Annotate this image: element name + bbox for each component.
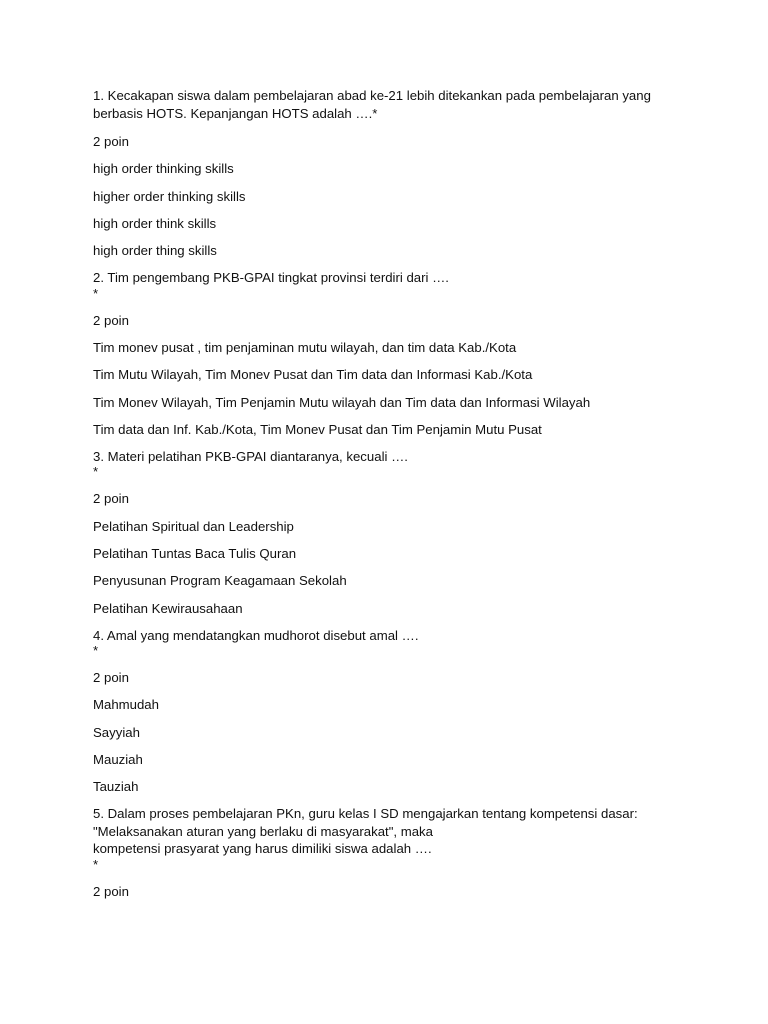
question-text: 1. Kecakapan siswa dalam pembelajaran abad ke-21 lebih ditekankan pada pembelajaran yang berbasis HOTS. Kepanjangan HOTS adalah ….* [93,88,651,121]
option-text: higher order thinking skills [93,188,246,204]
question-3 [93,448,663,617]
option-text: Tim data dan Inf. Kab./Kota, Tim Monev Pusat dan Tim Penjamin Mutu Pusat [93,421,542,437]
option-text: Mauziah [93,751,143,767]
required-asterisk: * [93,285,99,301]
required-asterisk: * [93,856,99,872]
option-text: high order thinking skills [93,161,234,177]
question-text: 5. Dalam proses pembelajaran PKn, guru kelas I SD mengajarkan tentang kompetensi dasar: "Melaksanakan aturan yang berlaku di masyarakat", maka kompetensi prasyarat yang harus dimiliki siswa adalah …. [93,806,638,857]
points-label: 2 poin [93,883,129,899]
question-4 [93,627,663,796]
required-asterisk: * [93,464,99,480]
option-text: high order think skills [93,215,217,231]
option-text: high order thing skills [93,243,217,259]
question-text: 3. Materi pelatihan PKB-GPAI diantaranya, kecuali …. [93,448,408,464]
required-asterisk: * [93,643,99,659]
question-text: 4. Amal yang mendatangkan mudhorot disebut amal …. [93,627,419,643]
option-text: Pelatihan Spiritual dan Leadership [93,518,294,534]
option-text: Tim Mutu Wilayah, Tim Monev Pusat dan Tim data dan Informasi Kab./Kota [93,367,533,383]
points-label: 2 poin [93,134,129,149]
question-text: 2. Tim pengembang PKB-GPAI tingkat provinsi terdiri dari …. [93,270,449,286]
option-text: Pelatihan Tuntas Baca Tulis Quran [93,545,297,561]
question-5 [93,805,663,900]
option-text: Pelatihan Kewirausahaan [93,600,243,616]
points-label: 2 poin [93,312,129,328]
option-text: Sayyiah [93,724,140,740]
option-text: Tauziah [93,779,139,795]
question-1 [93,87,663,259]
option-text: Penyusunan Program Keagamaan Sekolah [93,573,347,589]
question-2 [93,269,663,438]
points-label: 2 poin [93,670,129,686]
option-text: Tim Monev Wilayah, Tim Penjamin Mutu wilayah dan Tim data dan Informasi Wilayah [93,394,591,410]
document-page [93,87,663,900]
option-text: Mahmudah [93,697,159,713]
option-text: Tim monev pusat , tim penjaminan mutu wilayah, dan tim data Kab./Kota [93,339,517,355]
points-label: 2 poin [93,491,129,507]
